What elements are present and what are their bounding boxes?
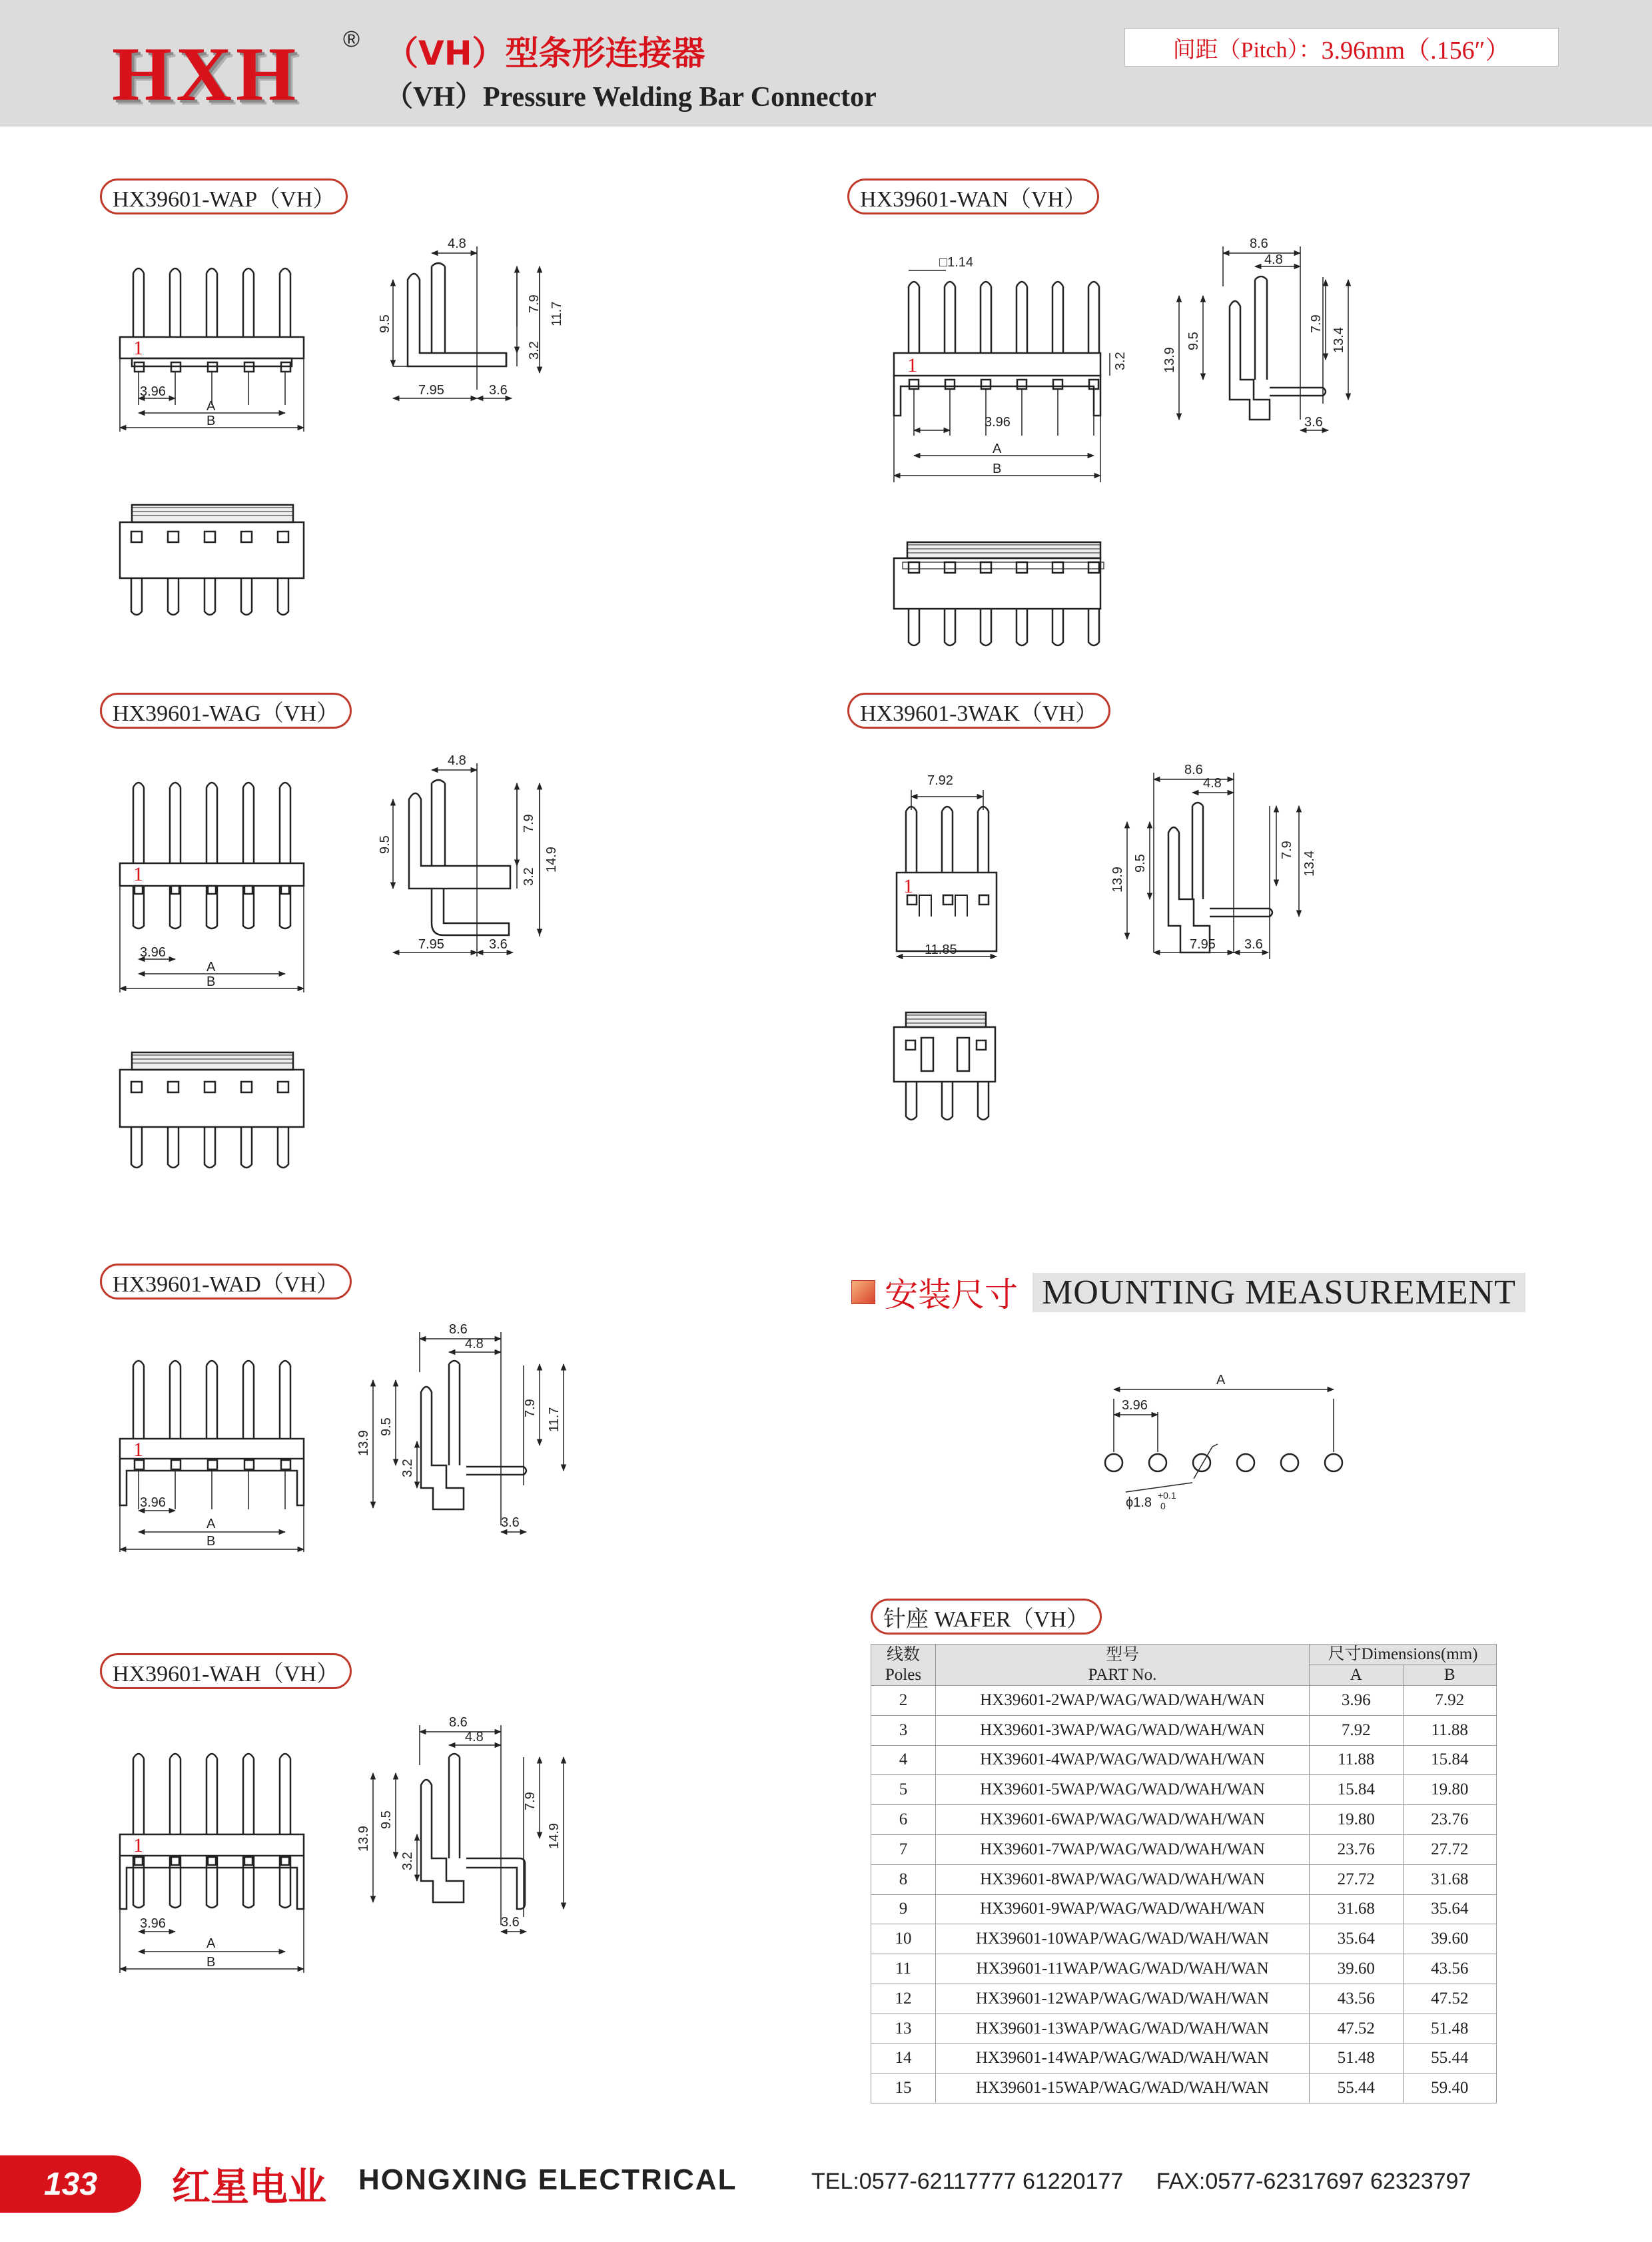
table-row bbox=[871, 1834, 1497, 1864]
model-label-wak: HX39601-3WAK（VH） bbox=[847, 693, 1110, 729]
cell-part: HX39601-12WAP/WAG/WAD/WAH/WAN bbox=[936, 1984, 1310, 2014]
table-row bbox=[871, 1954, 1497, 1984]
dim-b-wan: B bbox=[993, 462, 1002, 476]
dim-wap-3-6: 3.6 bbox=[489, 383, 508, 398]
cell-part: HX39601-6WAP/WAG/WAD/WAH/WAN bbox=[936, 1805, 1310, 1835]
page-title-cn: （VH）型条形连接器 bbox=[385, 34, 705, 73]
mounting-title-cn: 安装尺寸 bbox=[885, 1276, 1018, 1314]
dim-wak-7-95: 7.95 bbox=[1190, 937, 1216, 952]
fax-number: FAX:0577-62317697 62323797 bbox=[1156, 2169, 1471, 2194]
dim-wah-7-9: 7.9 bbox=[523, 1792, 538, 1810]
table-row bbox=[871, 1715, 1497, 1745]
wafer-table-body bbox=[871, 1686, 1497, 2103]
cell-a: 19.80 bbox=[1310, 1805, 1404, 1835]
dim-mount-pitch: 3.96 bbox=[1122, 1398, 1148, 1413]
dim-wap-9-5: 9.5 bbox=[378, 314, 392, 333]
cell-part: HX39601-5WAP/WAG/WAD/WAH/WAN bbox=[936, 1775, 1310, 1805]
cell-poles: 6 bbox=[871, 1805, 936, 1835]
cell-part: HX39601-7WAP/WAG/WAD/WAH/WAN bbox=[936, 1834, 1310, 1864]
dim-wah-3-2: 3.2 bbox=[400, 1852, 415, 1870]
wap-top-view bbox=[120, 505, 304, 615]
dim-wad-3-6: 3.6 bbox=[501, 1515, 520, 1530]
table-row bbox=[871, 1775, 1497, 1805]
col-poles-en: Poles bbox=[885, 1665, 922, 1684]
wafer-label: 针座 WAFER（VH） bbox=[871, 1599, 1102, 1635]
dim-wak-3-6: 3.6 bbox=[1244, 937, 1263, 952]
cell-a: 23.76 bbox=[1310, 1834, 1404, 1864]
contact-info bbox=[811, 2169, 1497, 2195]
cell-b: 55.44 bbox=[1403, 2044, 1497, 2073]
cell-b: 47.52 bbox=[1403, 1984, 1497, 2014]
cell-part: HX39601-8WAP/WAG/WAD/WAH/WAN bbox=[936, 1864, 1310, 1894]
cell-a: 51.48 bbox=[1310, 2044, 1404, 2073]
cell-b: 51.48 bbox=[1403, 2014, 1497, 2044]
table-row bbox=[871, 1984, 1497, 2014]
table-row bbox=[871, 1686, 1497, 1716]
dim-pitch-wad: 3.96 bbox=[140, 1495, 166, 1510]
cell-a: 27.72 bbox=[1310, 1864, 1404, 1894]
col-dimensions: 尺寸Dimensions(mm) bbox=[1310, 1645, 1497, 1665]
company-name-en: HONGXING ELECTRICAL bbox=[358, 2163, 737, 2196]
wag-side-view bbox=[393, 763, 540, 956]
table-row bbox=[871, 2073, 1497, 2103]
table-row bbox=[871, 1745, 1497, 1775]
cell-part: HX39601-4WAP/WAG/WAD/WAH/WAN bbox=[936, 1745, 1310, 1775]
wafer-dimension-table bbox=[871, 1644, 1497, 2103]
dim-wan-3-6: 3.6 bbox=[1304, 415, 1323, 430]
cell-poles: 9 bbox=[871, 1894, 936, 1924]
dim-wak-8-6: 8.6 bbox=[1184, 763, 1203, 777]
dim-wah-9-5: 9.5 bbox=[379, 1810, 394, 1829]
dim-pitch-wan: 3.96 bbox=[985, 415, 1011, 430]
dim-wah-8-6: 8.6 bbox=[449, 1715, 468, 1730]
dim-wap-11-7: 11.7 bbox=[550, 301, 564, 326]
dim-wap-7-9: 7.9 bbox=[527, 294, 542, 313]
cell-poles: 12 bbox=[871, 1984, 936, 2014]
cell-poles: 13 bbox=[871, 2014, 936, 2044]
wan-side-view bbox=[1179, 246, 1348, 430]
pin1-marker-wag: 1 bbox=[133, 863, 143, 885]
wak-front-view bbox=[897, 790, 997, 956]
cell-part: HX39601-2WAP/WAG/WAD/WAH/WAN bbox=[936, 1686, 1310, 1716]
dim-wan-9-5: 9.5 bbox=[1186, 332, 1201, 350]
dim-wap-3-2: 3.2 bbox=[527, 341, 542, 360]
dim-a-wag: A bbox=[206, 960, 216, 974]
cell-a: 39.60 bbox=[1310, 1954, 1404, 1984]
cell-part: HX39601-14WAP/WAG/WAD/WAH/WAN bbox=[936, 2044, 1310, 2073]
dim-a-wap: A bbox=[206, 399, 216, 414]
pin1-marker-wap: 1 bbox=[133, 337, 143, 359]
dim-wad-11-7: 11.7 bbox=[547, 1407, 562, 1432]
cell-a: 15.84 bbox=[1310, 1775, 1404, 1805]
dim-wak-11-85: 11.85 bbox=[925, 942, 957, 957]
page-number-tab: 133 bbox=[0, 2155, 141, 2213]
wak-side-view bbox=[1127, 773, 1299, 959]
dim-wan-4-8: 4.8 bbox=[1264, 252, 1283, 267]
cell-part: HX39601-11WAP/WAG/WAD/WAH/WAN bbox=[936, 1954, 1310, 1984]
cell-b: 7.92 bbox=[1403, 1686, 1497, 1716]
wap-side-view bbox=[393, 246, 540, 398]
cell-poles: 3 bbox=[871, 1715, 936, 1745]
pin1-marker-wad: 1 bbox=[133, 1439, 143, 1461]
pin1-marker-wan: 1 bbox=[907, 354, 917, 376]
dim-wag-9-5: 9.5 bbox=[378, 835, 392, 854]
dim-wak-9-5: 9.5 bbox=[1133, 854, 1148, 873]
dim-pitch-wap: 3.96 bbox=[140, 384, 166, 399]
pitch-value: 3.96mm（.156″） bbox=[1321, 36, 1511, 65]
cell-poles: 15 bbox=[871, 2073, 936, 2103]
table-row bbox=[871, 1894, 1497, 1924]
dim-wad-9-5: 9.5 bbox=[379, 1417, 394, 1436]
dim-wak-7-92: 7.92 bbox=[927, 773, 953, 788]
cell-poles: 4 bbox=[871, 1745, 936, 1775]
dim-b-wad: B bbox=[206, 1534, 216, 1549]
cell-poles: 10 bbox=[871, 1924, 936, 1954]
dim-wah-3-6: 3.6 bbox=[501, 1915, 520, 1930]
registered-mark: ® bbox=[343, 27, 360, 52]
dim-wag-7-95: 7.95 bbox=[418, 937, 444, 952]
cell-b: 11.88 bbox=[1403, 1715, 1497, 1745]
col-b: B bbox=[1403, 1665, 1497, 1686]
model-label-wap: HX39601-WAP（VH） bbox=[100, 179, 348, 214]
dim-a-wan: A bbox=[993, 442, 1002, 456]
dim-wah-4-8: 4.8 bbox=[465, 1730, 484, 1744]
cell-a: 55.44 bbox=[1310, 2073, 1404, 2103]
dim-wak-4-8: 4.8 bbox=[1203, 776, 1222, 791]
pin1-marker-wak: 1 bbox=[903, 875, 913, 897]
dim-wag-3-6: 3.6 bbox=[489, 937, 508, 952]
model-label-wah: HX39601-WAH（VH） bbox=[100, 1653, 352, 1689]
dim-wag-3-2: 3.2 bbox=[522, 867, 536, 886]
col-poles-cn: 线数 bbox=[886, 1645, 920, 1664]
pin1-marker-wah: 1 bbox=[133, 1834, 143, 1856]
col-poles bbox=[871, 1645, 936, 1686]
cell-poles: 8 bbox=[871, 1864, 936, 1894]
col-part-en: PART No. bbox=[1088, 1665, 1157, 1684]
dim-wad-8-6: 8.6 bbox=[449, 1322, 468, 1337]
dim-b-wag: B bbox=[206, 974, 216, 989]
table-row bbox=[871, 1924, 1497, 1954]
dim-wak-13-4: 13.4 bbox=[1302, 851, 1317, 877]
phone-number: TEL:0577-62117777 61220177 bbox=[811, 2169, 1124, 2194]
cell-b: 35.64 bbox=[1403, 1894, 1497, 1924]
model-label-wad: HX39601-WAD（VH） bbox=[100, 1264, 352, 1300]
cell-part: HX39601-15WAP/WAG/WAD/WAH/WAN bbox=[936, 2073, 1310, 2103]
dim-mount-hole-tol-minus: 0 bbox=[1160, 1501, 1166, 1511]
cell-a: 43.56 bbox=[1310, 1984, 1404, 2014]
dim-mount-hole: ϕ1.8 bbox=[1126, 1495, 1152, 1510]
pitch-label: 间距（Pitch）： bbox=[1172, 37, 1322, 63]
cell-a: 7.92 bbox=[1310, 1715, 1404, 1745]
brand-logo: HXH bbox=[112, 32, 300, 117]
dim-wan-1-14: □1.14 bbox=[939, 255, 974, 270]
cell-a: 31.68 bbox=[1310, 1894, 1404, 1924]
model-label-wan: HX39601-WAN（VH） bbox=[847, 179, 1099, 214]
page-title-en: （VH）Pressure Welding Bar Connector bbox=[385, 82, 877, 113]
wag-top-view bbox=[120, 1052, 304, 1168]
table-row bbox=[871, 2014, 1497, 2044]
dim-wah-14-9: 14.9 bbox=[547, 1823, 562, 1849]
mounting-section-heading bbox=[851, 1269, 1525, 1315]
col-part bbox=[936, 1645, 1310, 1686]
cell-a: 35.64 bbox=[1310, 1924, 1404, 1954]
dim-wan-13-4: 13.4 bbox=[1332, 327, 1346, 353]
cell-b: 43.56 bbox=[1403, 1954, 1497, 1984]
dim-mount-a: A bbox=[1216, 1373, 1226, 1387]
cell-a: 3.96 bbox=[1310, 1686, 1404, 1716]
cell-poles: 2 bbox=[871, 1686, 936, 1716]
cell-b: 23.76 bbox=[1403, 1805, 1497, 1835]
col-a: A bbox=[1310, 1665, 1404, 1686]
dim-wad-3-2: 3.2 bbox=[400, 1459, 415, 1477]
cell-part: HX39601-10WAP/WAG/WAD/WAH/WAN bbox=[936, 1924, 1310, 1954]
dim-wap-4-8: 4.8 bbox=[448, 236, 466, 251]
dim-a-wad: A bbox=[206, 1517, 216, 1531]
dim-wak-13-9: 13.9 bbox=[1110, 867, 1125, 893]
table-row bbox=[871, 1805, 1497, 1835]
dim-wan-13-9: 13.9 bbox=[1162, 347, 1177, 373]
dim-wad-13-9: 13.9 bbox=[356, 1430, 371, 1456]
cell-part: HX39601-9WAP/WAG/WAD/WAH/WAN bbox=[936, 1894, 1310, 1924]
cell-poles: 7 bbox=[871, 1834, 936, 1864]
table-row bbox=[871, 1864, 1497, 1894]
cell-b: 19.80 bbox=[1403, 1775, 1497, 1805]
dim-wan-3-2: 3.2 bbox=[1113, 352, 1128, 370]
cell-b: 31.68 bbox=[1403, 1864, 1497, 1894]
cell-a: 47.52 bbox=[1310, 2014, 1404, 2044]
model-label-wag: HX39601-WAG（VH） bbox=[100, 693, 352, 729]
col-part-cn: 型号 bbox=[1105, 1645, 1139, 1664]
cell-poles: 5 bbox=[871, 1775, 936, 1805]
dim-wak-7-9: 7.9 bbox=[1280, 841, 1294, 859]
cell-b: 39.60 bbox=[1403, 1924, 1497, 1954]
wah-side-view bbox=[373, 1725, 564, 1932]
dim-a-wah: A bbox=[206, 1936, 216, 1951]
dim-wag-14-9: 14.9 bbox=[544, 847, 559, 873]
mounting-title-en: MOUNTING MEASUREMENT bbox=[1032, 1273, 1525, 1312]
cell-a: 11.88 bbox=[1310, 1745, 1404, 1775]
wan-top-view bbox=[894, 542, 1106, 645]
cell-b: 27.72 bbox=[1403, 1834, 1497, 1864]
wan-front-view bbox=[894, 270, 1110, 482]
cell-b: 59.40 bbox=[1403, 2073, 1497, 2103]
dim-pitch-wah: 3.96 bbox=[140, 1916, 166, 1931]
table-row bbox=[871, 2044, 1497, 2073]
company-name-cn: 红星电业 bbox=[172, 2164, 327, 2209]
dim-wad-4-8: 4.8 bbox=[465, 1337, 484, 1351]
wak-top-view bbox=[894, 1012, 995, 1120]
dim-mount-hole-tol-plus: +0.1 bbox=[1158, 1490, 1176, 1501]
cell-poles: 11 bbox=[871, 1954, 936, 1984]
dim-wap-7-95: 7.95 bbox=[418, 383, 444, 398]
bullet-square-icon bbox=[851, 1280, 875, 1304]
cell-poles: 14 bbox=[871, 2044, 936, 2073]
wad-side-view bbox=[373, 1332, 564, 1532]
dim-wah-13-9: 13.9 bbox=[356, 1826, 371, 1852]
cell-part: HX39601-13WAP/WAG/WAD/WAH/WAN bbox=[936, 2014, 1310, 2044]
dim-wan-8-6: 8.6 bbox=[1250, 236, 1268, 251]
dim-wan-7-9: 7.9 bbox=[1309, 314, 1324, 333]
dim-b-wap: B bbox=[206, 414, 216, 428]
dim-pitch-wag: 3.96 bbox=[140, 945, 166, 960]
dim-wad-7-9: 7.9 bbox=[523, 1399, 538, 1417]
cell-part: HX39601-3WAP/WAG/WAD/WAH/WAN bbox=[936, 1715, 1310, 1745]
dim-b-wah: B bbox=[206, 1955, 216, 1970]
dim-wag-7-9: 7.9 bbox=[522, 814, 536, 833]
dim-wag-4-8: 4.8 bbox=[448, 753, 466, 768]
cell-b: 15.84 bbox=[1403, 1745, 1497, 1775]
